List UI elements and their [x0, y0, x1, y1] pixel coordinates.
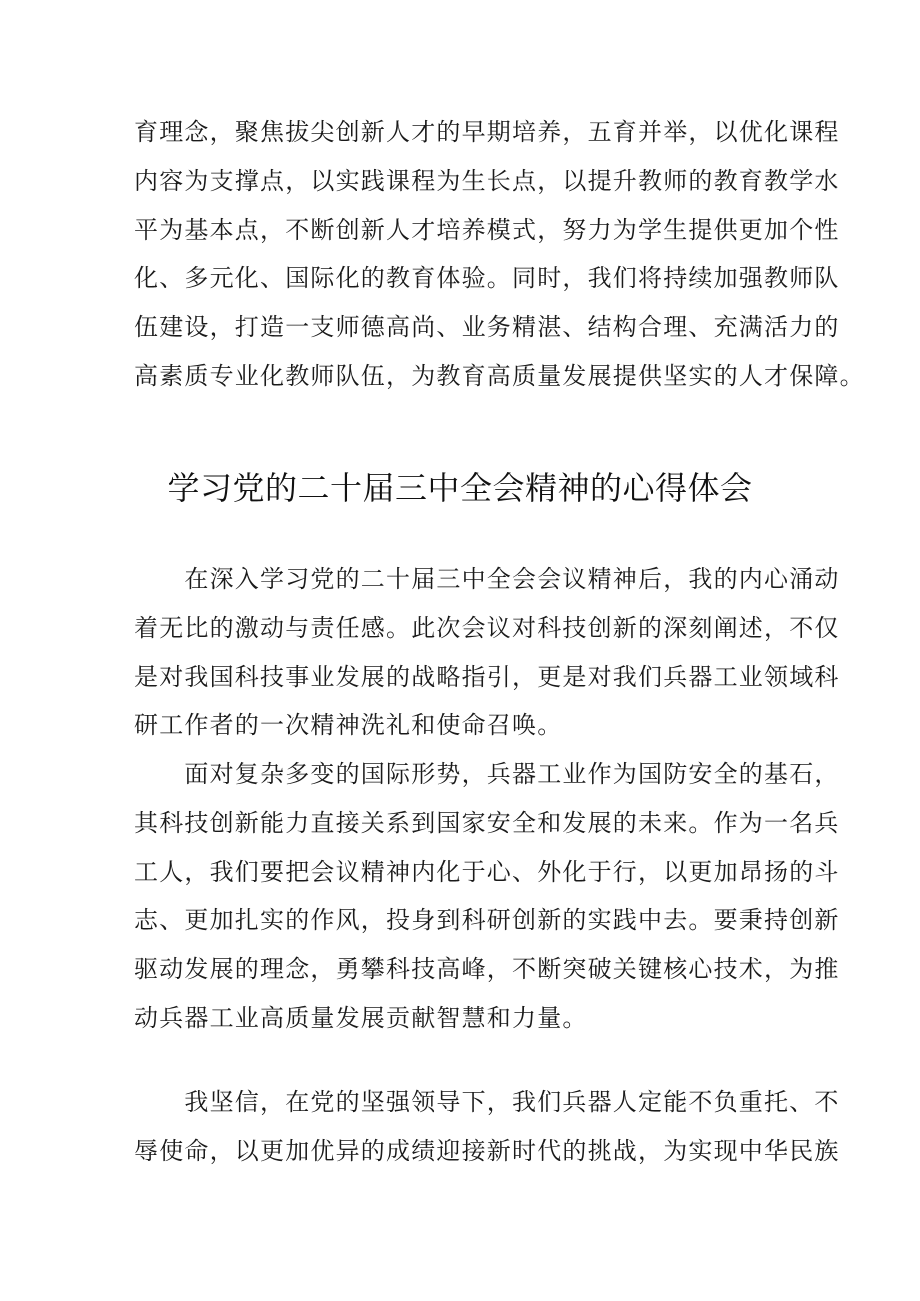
- text-line: 化、多元化、国际化的教育体验。同时，我们将持续加强教师队: [134, 264, 840, 293]
- paragraph-3: [134, 1078, 840, 1176]
- paragraph-1: [134, 555, 840, 750]
- text-line: 在深入学习党的二十届三中全会会议精神后，我的内心涌动: [134, 565, 840, 593]
- text-line: 志、更加扎实的作风，投身到科研创新的实践中去。要秉持创新: [134, 906, 840, 935]
- paragraph-continuation: [134, 108, 865, 401]
- text-line: 内容为支撑点，以实践课程为生长点，以提升教师的教育教学水: [134, 166, 840, 195]
- text-line: 面对复杂多变的国际形势，兵器工业作为国防安全的基石，: [134, 760, 840, 788]
- text-line: 研工作者的一次精神洗礼和使命召唤。: [134, 711, 563, 740]
- text-line: 平为基本点，不断创新人才培养模式，努力为学生提供更加个性: [134, 215, 840, 244]
- text-line: 育理念，聚焦拔尖创新人才的早期培养，五育并举，以优化课程: [134, 118, 840, 146]
- text-line: 是对我国科技事业发展的战略指引，更是对我们兵器工业领域科: [134, 662, 840, 691]
- text-line: 辱使命，以更加优异的成绩迎接新时代的挑战，为实现中华民族: [134, 1136, 840, 1165]
- text-line: 驱动发展的理念，勇攀科技高峰，不断突破关键核心技术，为推: [134, 955, 840, 984]
- text-line: 我坚信，在党的坚强领导下，我们兵器人定能不负重托、不: [134, 1088, 840, 1116]
- text-line: 其科技创新能力直接关系到国家安全和发展的未来。作为一名兵: [134, 808, 840, 837]
- text-line: 着无比的激动与责任感。此次会议对科技创新的深刻阐述，不仅: [134, 613, 840, 642]
- text-line: 动兵器工业高质量发展贡献智慧和力量。: [134, 1003, 588, 1032]
- text-line: 高素质专业化教师队伍，为教育高质量发展提供坚实的人才保障。: [134, 361, 865, 390]
- text-line: 工人，我们要把会议精神内化于心、外化于行，以更加昂扬的斗: [134, 857, 840, 886]
- paragraph-2: [134, 750, 840, 1043]
- section-title: 学习党的二十届三中全会精神的心得体会: [167, 469, 753, 507]
- text-line: 伍建设，打造一支师德高尚、业务精湛、结构合理、充满活力的: [134, 313, 840, 342]
